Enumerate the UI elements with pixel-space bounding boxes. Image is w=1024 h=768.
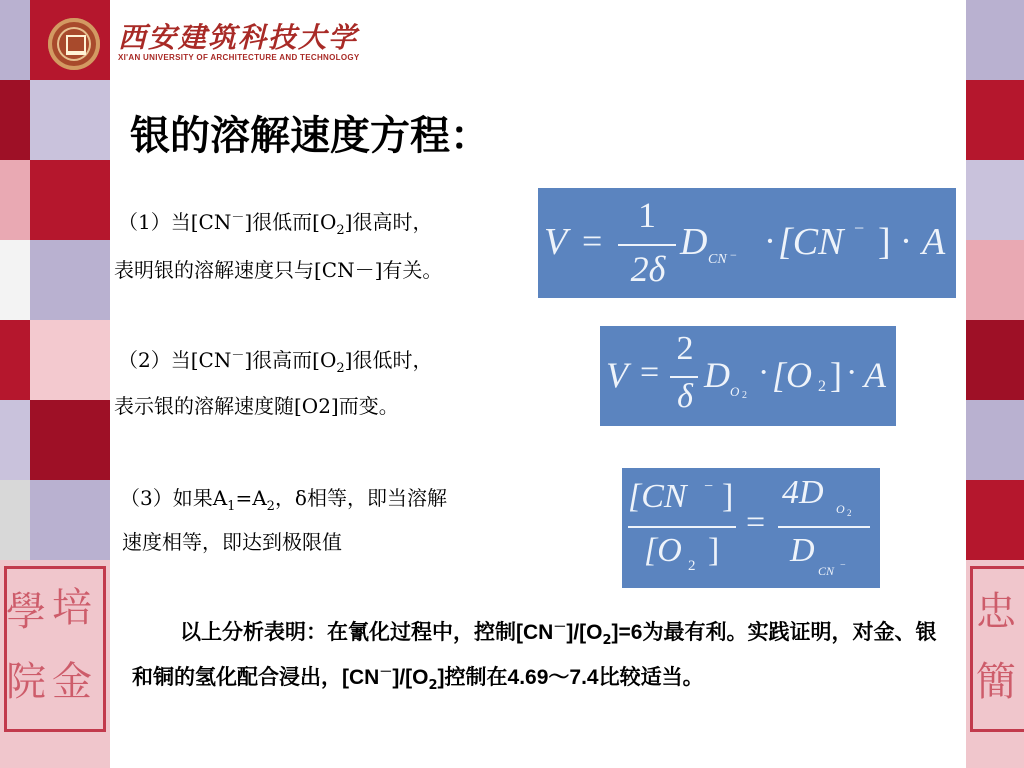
university-logo bbox=[48, 18, 100, 70]
seal-char: 學 bbox=[6, 589, 46, 635]
seal-char: 忠 bbox=[976, 589, 1016, 635]
school-name-cn: 西安建筑科技大学 bbox=[118, 21, 359, 54]
formula-3: [CN − ] [O 2 ] = 4D O 2 D CN − bbox=[622, 468, 880, 588]
page-title: 银的溶解速度方程： bbox=[130, 113, 490, 159]
seal-char: 簡 bbox=[976, 659, 1016, 705]
item2-line2: 表示银的溶解速度随[O2]而变。 bbox=[114, 394, 399, 418]
conclusion-paragraph: 以上分析表明：在氰化过程中，控制$[CN^-]/[O_2]=6$为最有利。实践证明，对金、银和铜的氢化配合浸出，$[CN^-]/[O_2]$控制在4.69～7.4比较适当。 bbox=[132, 620, 937, 694]
seal-char: 金 bbox=[52, 659, 92, 705]
item3-line1: （3）如果$A_1=A_2$，δ相等，即当溶解 bbox=[120, 486, 447, 514]
right-decor-strip bbox=[966, 0, 1024, 768]
school-name-en: XI'AN UNIVERSITY OF ARCHITECTURE AND TECHNOLOGY bbox=[118, 53, 360, 62]
formula-2: V = 2 δ D O 2 · [O 2 ] · A bbox=[600, 326, 896, 426]
item1-line2: 表明银的溶解速度只与[CN－]有关。 bbox=[114, 258, 443, 282]
item3-line2: 速度相等，即达到极限值 bbox=[122, 530, 342, 554]
formula-1: V = 1 2δ D CN − · [CN − ] · A bbox=[538, 188, 956, 298]
seal-char: 培 bbox=[52, 585, 92, 631]
seal-char: 院 bbox=[6, 659, 46, 705]
left-decor-strip bbox=[0, 0, 110, 768]
item1-line1: （1）当[CN－]很低而$[O_2]$很高时， bbox=[118, 210, 433, 238]
item2-line1: （2）当[CN－]很高而$[O_2]$很低时， bbox=[118, 348, 433, 376]
